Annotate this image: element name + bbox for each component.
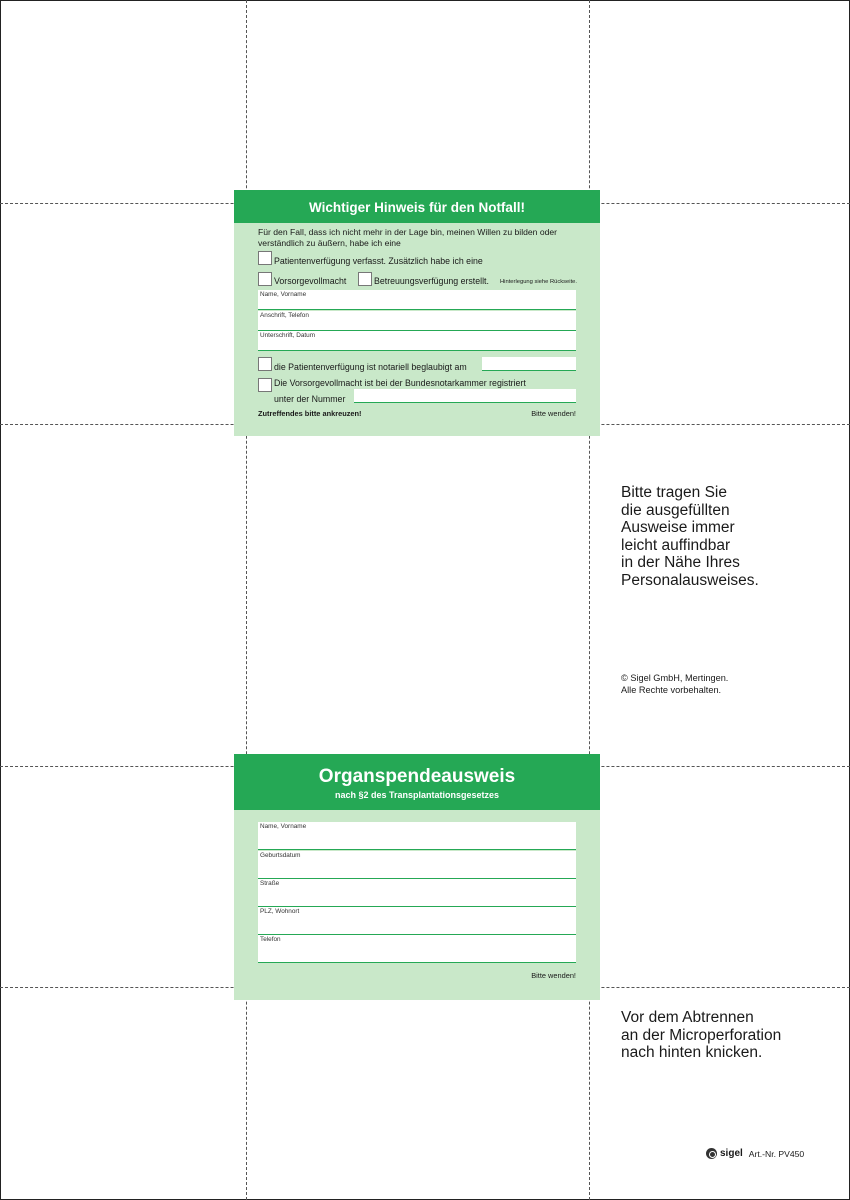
organ-field-plz-wohnort-label: PLZ, Wohnort xyxy=(260,908,300,915)
label-patientenverfuegung: Patientenverfügung verfasst. Zusätzlich habe ich eine xyxy=(274,256,483,266)
side-note-line: Bitte tragen Sie xyxy=(621,484,727,501)
field-registrier-nummer[interactable] xyxy=(354,389,576,403)
organ-card-title: Organspendeausweis xyxy=(318,766,516,787)
field-anschrift[interactable] xyxy=(258,311,576,331)
checkbox-notariell[interactable] xyxy=(258,357,272,371)
label-registriert: Die Vorsorgevollmacht ist bei der Bundesnotarkammer registriert xyxy=(274,378,526,388)
side-note-line: Ausweise immer xyxy=(621,519,735,536)
field-name-label: Name, Vorname xyxy=(260,291,307,298)
field-unterschrift-label: Unterschrift, Datum xyxy=(260,332,316,339)
side-note-line: die ausgefüllten xyxy=(621,501,730,519)
copyright-line: © Sigel GmbH, Mertingen. xyxy=(621,673,729,683)
deposit-note: Hinterlegung siehe Rückseite. xyxy=(500,279,578,285)
label-notariell: die Patientenverfügung ist notariell beglaubigt am xyxy=(274,362,467,372)
field-beglaubigt-datum[interactable] xyxy=(482,357,576,371)
sigel-logo-icon xyxy=(706,1148,717,1159)
organ-field-plz-wohnort[interactable] xyxy=(258,907,576,935)
label-vorsorgevollmacht: Vorsorgevollmacht xyxy=(274,276,347,286)
side-note-line: an der Microperforation xyxy=(621,1026,782,1044)
side-note-line: Personalausweises. xyxy=(621,571,759,589)
organ-field-geburtsdatum[interactable] xyxy=(258,851,576,879)
checkbox-patientenverfuegung[interactable] xyxy=(258,251,272,265)
organ-field-name[interactable] xyxy=(258,822,576,850)
checkbox-registriert[interactable] xyxy=(258,378,272,392)
label-betreuungsverfuegung: Betreuungsverfügung erstellt. xyxy=(374,276,489,286)
field-anschrift-label: Anschrift, Telefon xyxy=(260,312,309,319)
side-note-line: leicht auffindbar xyxy=(621,536,731,554)
organ-field-strasse[interactable] xyxy=(258,879,576,907)
checkbox-vorsorgevollmacht[interactable] xyxy=(258,272,272,286)
organ-footer-turn-over: Bitte wenden! xyxy=(531,971,576,980)
footer-turn-over: Bitte wenden! xyxy=(531,409,576,418)
organ-field-telefon-label: Telefon xyxy=(260,936,281,943)
organ-donor-card xyxy=(234,754,600,1000)
field-name[interactable] xyxy=(258,290,576,310)
organ-card-header xyxy=(234,754,600,810)
side-note-line: Vor dem Abtrennen xyxy=(621,1009,754,1026)
brand-name: sigel xyxy=(720,1148,743,1159)
perforation-vertical-left xyxy=(246,0,247,1200)
checkbox-betreuungsverfuegung[interactable] xyxy=(358,272,372,286)
side-note-fold xyxy=(621,1009,781,1062)
copyright-line: Alle Rechte vorbehalten. xyxy=(621,685,722,695)
perforation-vertical-right xyxy=(589,0,590,1200)
organ-field-telefon[interactable] xyxy=(258,935,576,963)
brand-footer xyxy=(706,1148,804,1159)
organ-field-geburtsdatum-label: Geburtsdatum xyxy=(260,852,301,859)
emergency-card xyxy=(234,190,600,436)
emergency-card-title: Wichtiger Hinweis für den Notfall! xyxy=(234,190,600,223)
copyright-note xyxy=(621,672,728,696)
field-unterschrift[interactable] xyxy=(258,331,576,351)
organ-field-name-label: Name, Vorname xyxy=(260,823,307,830)
label-nummer: unter der Nummer xyxy=(274,394,346,404)
article-number: Art.-Nr. PV450 xyxy=(748,1148,805,1159)
organ-field-strasse-label: Straße xyxy=(260,880,280,887)
footer-hint: Zutreffendes bitte ankreuzen! xyxy=(258,409,362,418)
side-note-carry xyxy=(621,484,759,589)
side-note-line: nach hinten knicken. xyxy=(621,1044,763,1061)
side-note-line: in der Nähe Ihres xyxy=(621,554,740,571)
organ-card-subtitle: nach §2 des Transplantationsgesetzes xyxy=(334,790,500,800)
emergency-card-intro: Für den Fall, dass ich nicht mehr in der Lage bin, meinen Willen zu bilden oder verständlich zu äußern, habe ich eine xyxy=(258,227,558,248)
